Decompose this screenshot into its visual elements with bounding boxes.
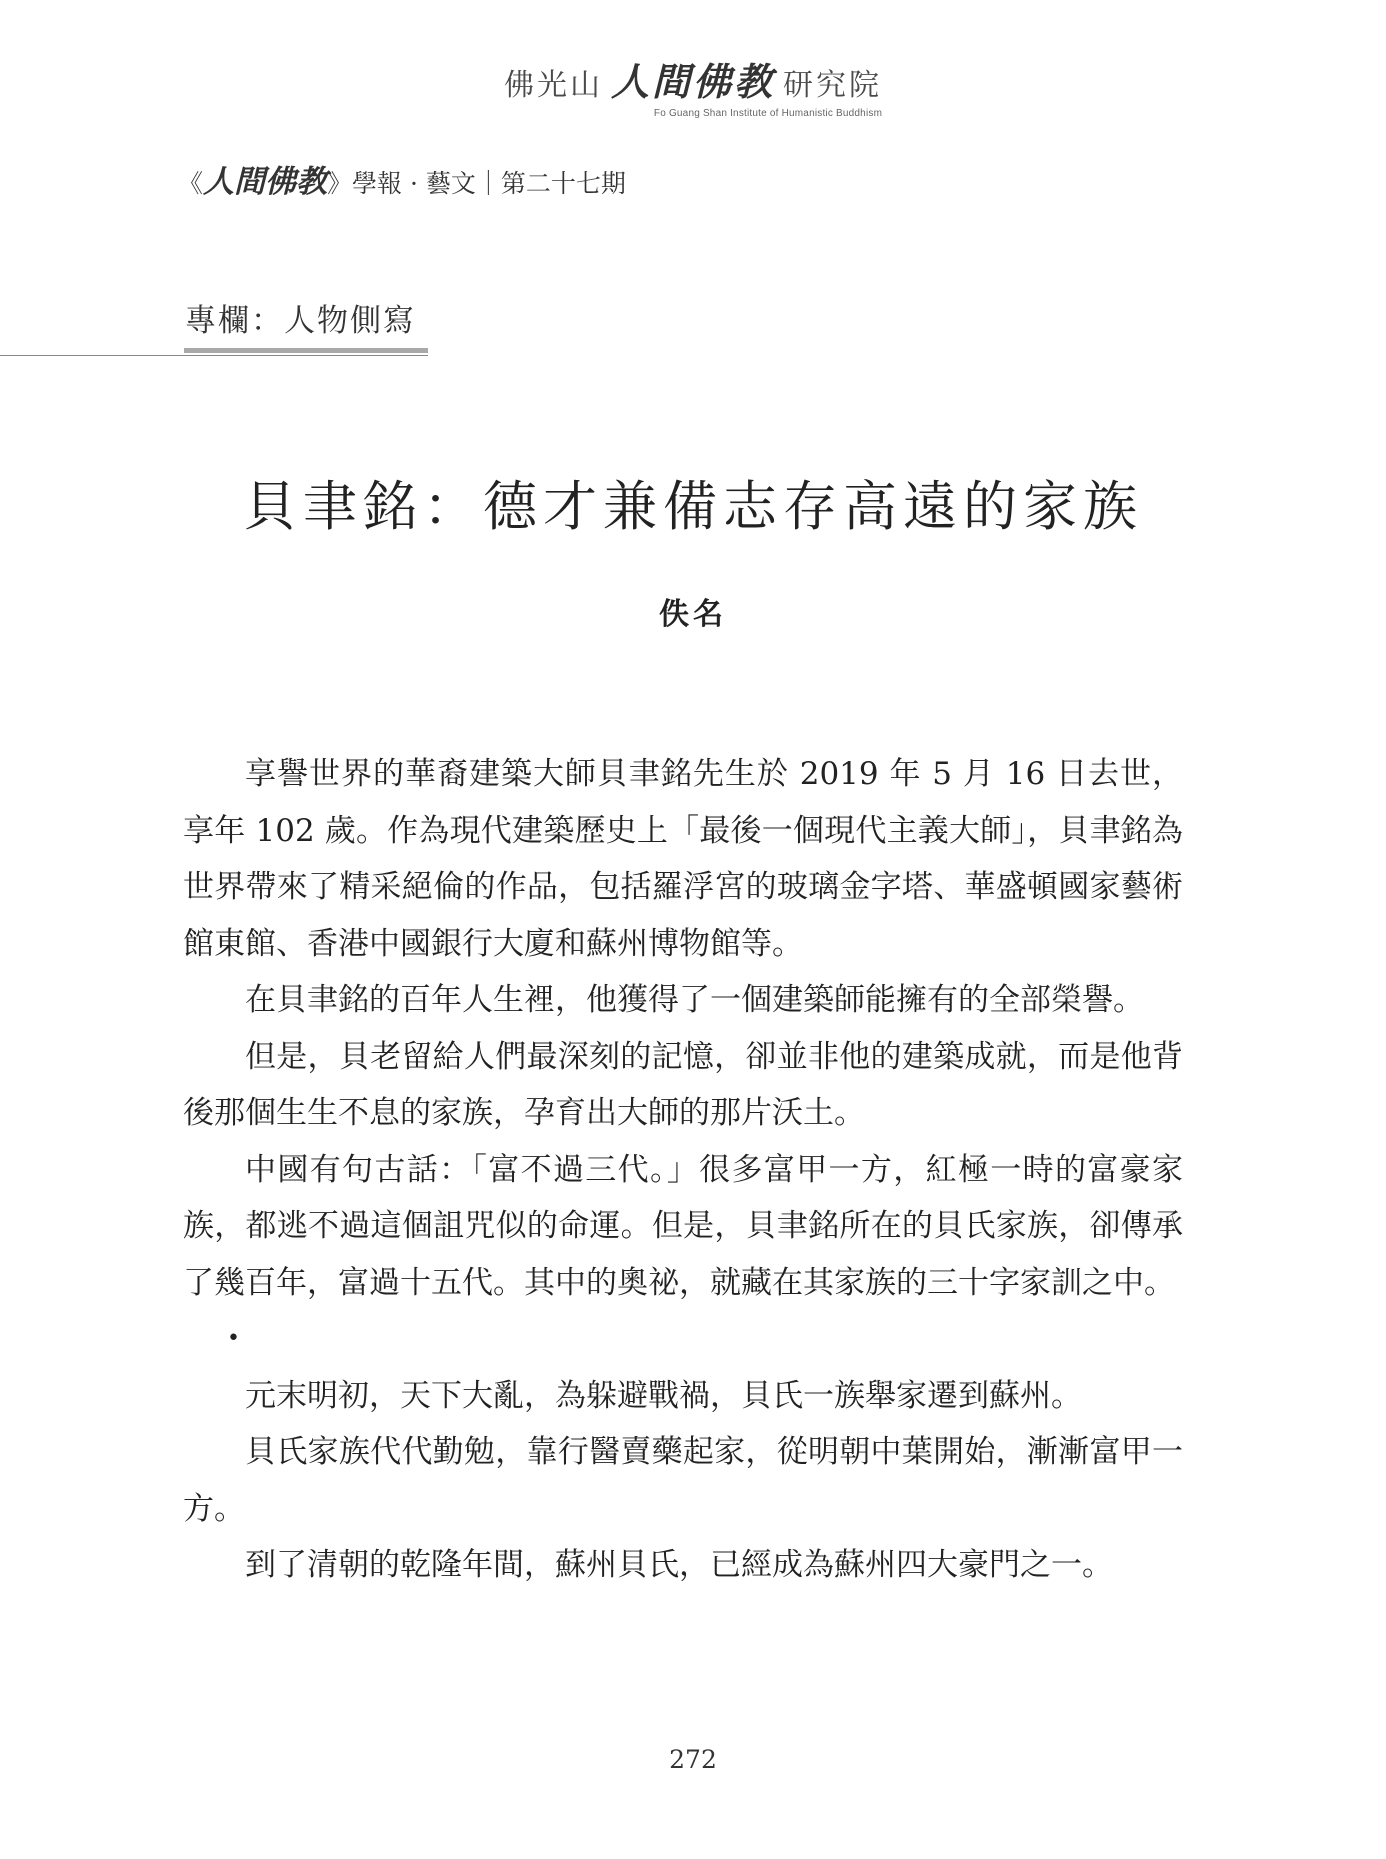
section-label: 專欄：人物側寫	[185, 303, 416, 339]
section-underline-thick	[184, 348, 428, 353]
section-break-bullet: •	[227, 1326, 240, 1351]
body-paragraph: 在貝聿銘的百年人生裡，他獲得了一個建築師能擁有的全部榮譽。	[245, 982, 1144, 1018]
journal-running-head	[178, 164, 626, 202]
article-title: 貝聿銘：德才兼備志存高遠的家族	[243, 475, 1143, 538]
body-paragraph: 到了清朝的乾隆年間，蘇州貝氏，已經成為蘇州四大豪門之一。	[245, 1547, 1113, 1583]
journal-issue-info: 學報 · 藝文｜第二十七期	[352, 169, 626, 198]
journal-open-bracket: 《	[178, 169, 204, 198]
institute-suffix: 研究院	[783, 68, 882, 103]
article-body	[183, 746, 1183, 1594]
body-paragraph: 中國有句古話：「富不過三代。」很多富甲一方，紅極一時的富豪家族，都逃不過這個詛咒似的命運。但是，貝聿銘所在的貝氏家族，卻傳承了幾百年，富過十五代。其中的奧祕，就藏在其家族的三十字家訓之中。	[183, 1151, 1183, 1301]
page-number: 272	[669, 1745, 717, 1774]
institute-english-name: Fo Guang Shan Institute of Humanistic Buddhism	[653, 108, 883, 119]
institute-header	[0, 62, 1386, 119]
body-paragraph: 享譽世界的華裔建築大師貝聿銘先生於 2019 年 5 月 16 日去世，享年 102 歲。作為現代建築歷史上「最後一個現代主義大師」，貝聿銘為世界帶來了精采絕倫的作品，包括羅浮宮的玻璃金字塔、華盛頓國家藝術館東館、香港中國銀行大廈和蘇州博物館等。	[183, 756, 1183, 962]
institute-name	[0, 62, 1386, 106]
institute-prefix: 佛光山	[503, 68, 603, 103]
journal-close-bracket: 》	[327, 169, 353, 198]
body-paragraph: 但是，貝老留給人們最深刻的記憶，卻並非他的建築成就，而是他背後那個生生不息的家族，孕育出大師的那片沃土。	[183, 1038, 1183, 1131]
article-author: 佚名	[659, 597, 727, 632]
journal-brand-logo: 人間佛教	[203, 164, 328, 200]
body-paragraph: 元末明初，天下大亂，為躲避戰禍，貝氏一族舉家遷到蘇州。	[245, 1377, 1082, 1414]
body-paragraph: 貝氏家族代代勤勉，靠行醫賣藥起家，從明朝中葉開始，漸漸富甲一方。	[183, 1434, 1183, 1527]
institute-brand-logo: 人間佛教	[610, 60, 775, 104]
section-underline-thin	[0, 355, 428, 356]
